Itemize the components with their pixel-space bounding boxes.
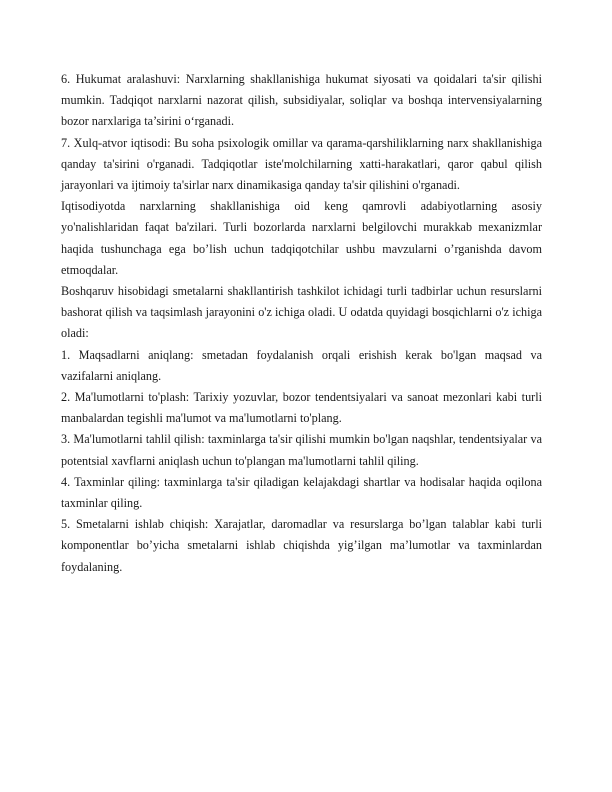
paragraph-step-collect-data: 2. Ma'lumotlarni to'plash: Tarixiy yozuvlar, bozor tendentsiyalari va sanoat mezonlari kabi turli manbalardan tegishli ma'lumot va ma'lumotlarni to'plang.: [61, 390, 542, 426]
paragraph-estimates-intro: Boshqaruv hisobidagi smetalarni shakllantirish tashkilot ichidagi turli tadbirlar uchun resurslarni bashorat qilish va taqsimlash jarayonini o'z ichiga oladi. U odatda quyidagi bosqichlarni o'z ichiga oladi:: [61, 284, 542, 341]
document-page: [61, 69, 542, 578]
paragraph-step-develop-estimates: 5. Smetalarni ishlab chiqish: Xarajatlar, daromadlar va resurslarga bo’lgan talablar kabi turli komponentlar bo’yicha smetalarni ishlab chiqishda yig’ilgan ma’lumotlar va taxminlardan foydalaning.: [61, 517, 542, 574]
paragraph-behavioral-economics: 7. Xulq-atvor iqtisodi: Bu soha psixologik omillar va qarama-qarshiliklarning narx shakllanishiga qanday ta'sirini o'rganadi. Tadqiqotlar iste'molchilarning xatti-harakatlari, qaror qabul qilish jarayonlari va ijtimoiy ta'sirlar narx dinamikasiga qanday ta'sir qilishini o'rganadi.: [61, 135, 542, 193]
paragraph-step-make-assumptions: 4. Taxminlar qiling: taxminlarga ta'sir qiladigan kelajakdagi shartlar va hodisalar haqida oqilona taxminlar qiling.: [61, 474, 542, 511]
paragraph-step-define-goals: 1. Maqsadlarni aniqlang: smetadan foydalanish orqali erishish kerak bo'lgan maqsad va vazifalarni aniqlang.: [61, 347, 542, 383]
paragraph-step-analyze-data: 3. Ma'lumotlarni tahlil qilish: taxminlarga ta'sir qilishi mumkin bo'lgan naqshlar, tendentsiyalar va potentsial xavflarni aniqlash uchun to'plangan ma'lumotlarni tahlil qiling.: [61, 432, 542, 468]
paragraph-literature-summary: Iqtisodiyotda narxlarning shakllanishiga oid keng qamrovli adabiyotlarning asosiy yo'nalishlaridan faqat ba'zilari. Turli bozorlarda narxlarni belgilovchi murakkab mexanizmlar haqida tushunchaga ega bo’lish uchun tadqiqotchilar ushbu mavzularni o’rganishda davom etmoqdalar.: [61, 199, 542, 277]
paragraph-government-intervention: 6. Hukumat aralashuvi: Narxlarning shakllanishiga hukumat siyosati va qoidalari ta'sir qilishi mumkin. Tadqiqot narxlarni nazorat qilish, subsidiyalar, soliqlar va boshqa intervensiyalarning bozor narxlariga ta’sirini o‘rganadi.: [61, 72, 542, 129]
